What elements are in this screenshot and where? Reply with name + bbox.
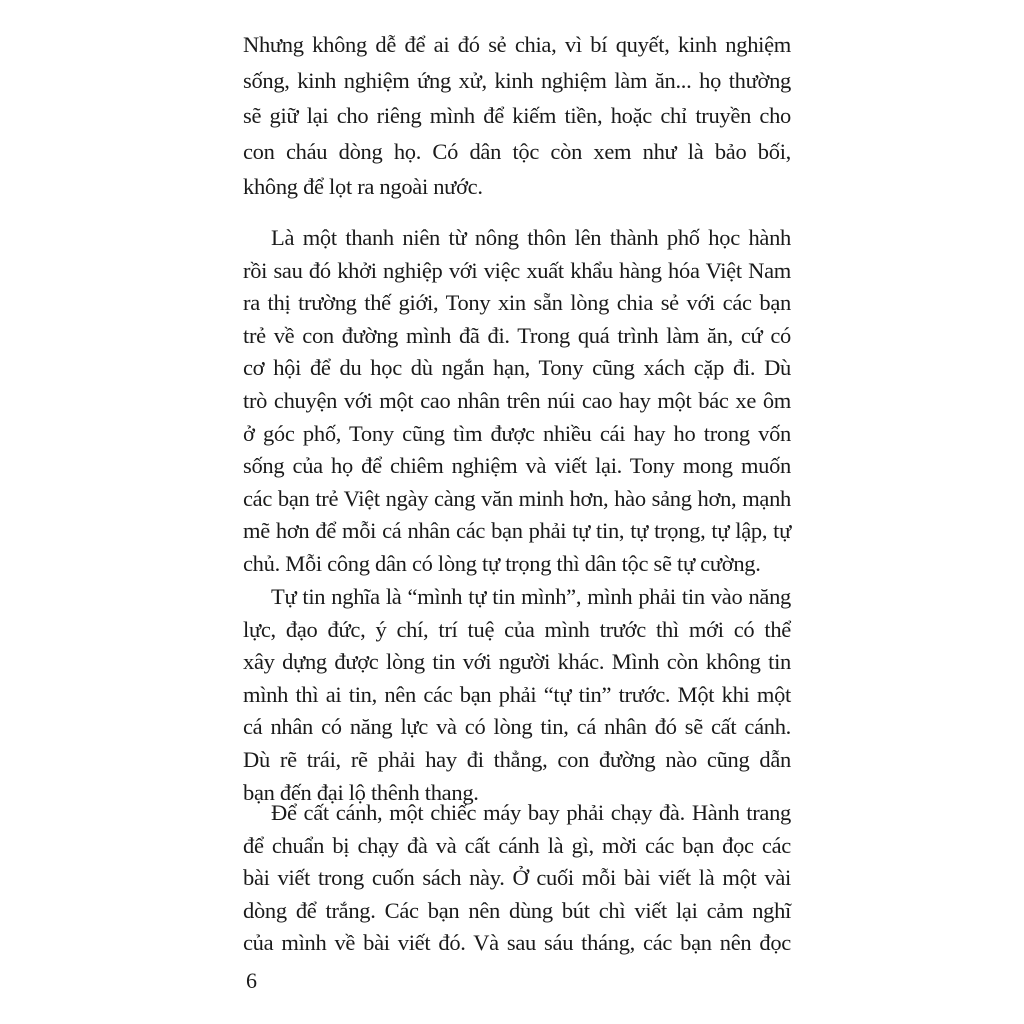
text-line: Là một thanh niên từ nông thôn lên thành phố học hành [271, 225, 791, 250]
text-line: cơ hội để du học dù ngắn hạn, Tony cũng xách cặp đi. Dù [243, 355, 791, 381]
text-line: sẽ giữ lại cho riêng mình để kiếm tiền, hoặc chỉ truyền cho [243, 103, 791, 128]
text-line: ở góc phố, Tony cũng tìm được nhiều cái hay ho trong vốn [243, 420, 791, 446]
text-line: chủ. Mỗi công dân có lòng tự trọng thì dân tộc sẽ tự cường. [243, 550, 761, 576]
paragraph-1 [243, 27, 791, 205]
text-line: sống, kinh nghiệm ứng xử, kinh nghiệm làm ăn... họ thường [243, 67, 791, 93]
text-line: bài viết trong cuốn sách này. Ở cuối mỗi bài viết là một vài [243, 865, 791, 891]
text-line: trò chuyện với một cao nhân trên núi cao hay một bác xe ôm [243, 387, 791, 413]
text-line: rồi sau đó khởi nghiệp với việc xuất khẩu hàng hóa Việt Nam [243, 257, 791, 283]
paragraph-3 [243, 581, 791, 809]
paragraph-2 [243, 222, 791, 581]
text-line: sống của họ để chiêm nghiệm và viết lại. Tony mong muốn [243, 453, 791, 479]
text-line: Nhưng không dễ để ai đó sẻ chia, vì bí quyết, kinh nghiệm [243, 32, 791, 57]
paragraph-4 [243, 797, 791, 960]
text-line: bạn đến đại lộ thênh thang. [243, 779, 479, 805]
text-line: Tự tin nghĩa là “mình tự tin mình”, mình phải tin vào năng [271, 584, 791, 609]
page-number: 6 [246, 968, 257, 993]
text-line: không để lọt ra ngoài nước. [243, 174, 483, 199]
text-line: Để cất cánh, một chiếc máy bay phải chạy đà. Hành trang [271, 800, 791, 825]
text-line: Dù rẽ trái, rẽ phải hay đi thẳng, con đường nào cũng dẫn [243, 746, 791, 772]
text-line: xây dựng được lòng tin với người khác. Mình còn không tin [243, 649, 791, 675]
text-line: dòng để trắng. Các bạn nên dùng bút chì viết lại cảm nghĩ [243, 897, 791, 923]
text-line: cá nhân có năng lực và có lòng tin, cá nhân đó sẽ cất cánh. [243, 714, 791, 740]
text-line: để chuẩn bị chạy đà và cất cánh là gì, mời các bạn đọc các [243, 832, 791, 858]
text-line: mẽ hơn để mỗi cá nhân các bạn phải tự tin, tự trọng, tự lập, tự [243, 518, 791, 544]
text-line: mình thì ai tin, nên các bạn phải “tự tin” trước. Một khi một [243, 681, 791, 707]
text-line: con cháu dòng họ. Có dân tộc còn xem như là bảo bối, [243, 138, 791, 164]
text-line: các bạn trẻ Việt ngày càng văn minh hơn, hào sảng hơn, mạnh [243, 485, 791, 511]
text-line: ra thị trường thế giới, Tony xin sẵn lòng chia sẻ với các bạn [243, 290, 791, 316]
text-line: trẻ về con đường mình đã đi. Trong quá trình làm ăn, cứ có [243, 322, 791, 348]
text-line: lực, đạo đức, ý chí, trí tuệ của mình trước thì mới có thể [243, 616, 791, 642]
text-line: của mình về bài viết đó. Và sau sáu tháng, các bạn nên đọc [243, 930, 791, 956]
